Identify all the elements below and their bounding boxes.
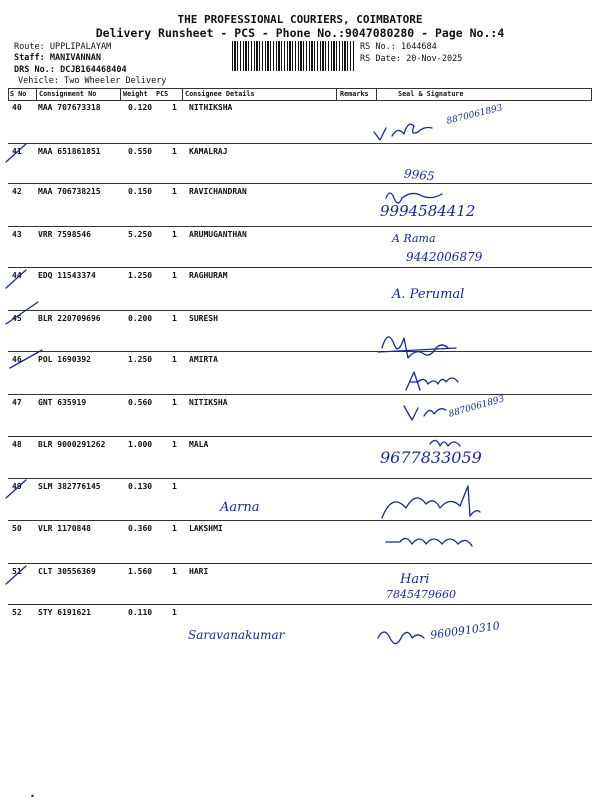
handwritten-name-44: A. Perumal [392,287,465,302]
row-rule [8,310,592,311]
rs-date-value: 20-Nov-2025 [406,54,463,64]
row-rule [8,563,592,564]
row-consignment: MAA 706738215 [38,187,101,196]
row-weight: 0.200 [128,314,153,323]
row-rule [8,436,592,437]
row-pcs: 1 [172,355,177,364]
tick-mark [8,346,48,376]
header-divider [182,88,183,100]
row-weight: 5.250 [128,230,153,239]
vehicle-line [18,76,166,86]
handwritten-phone-47: 8870061893 [447,394,506,420]
drs-value: DCJB164468404 [60,65,127,75]
signature-49 [376,488,486,528]
signature-46 [400,368,480,398]
row-consignment: MAA 707673318 [38,103,101,112]
handwritten-phone-42a: 9965 [403,166,436,184]
route-value: UPPLIPALAYAM [49,42,112,52]
row-weight: 0.550 [128,147,153,156]
row-sno: 50 [12,524,22,533]
row-pcs: 1 [172,524,177,533]
row-sno: 46 [12,355,22,364]
rs-no-label: RS No.: [360,42,396,52]
table-row [0,271,600,313]
signature-45 [376,322,466,358]
row-sno: 42 [12,187,22,196]
row-consignment: VRR 7598546 [38,230,91,239]
table-row [0,608,600,650]
row-consignee: MALA [189,440,209,449]
row-consignee: RAVICHANDRAN [189,187,247,196]
table-row [0,230,600,272]
row-consignee: NITIKSHA [189,398,228,407]
row-sno: 41 [12,147,22,156]
row-consignment: CLT 30556369 [38,567,96,576]
header-top-rule [8,88,592,89]
row-consignee: RAGHURAM [189,271,228,280]
rs-date-label: RS Date: [360,54,401,64]
table-row [0,440,600,482]
row-pcs: 1 [172,147,177,156]
row-consignment: POL 1690392 [38,355,91,364]
vehicle-value: Two Wheeler Delivery [64,76,167,86]
tick-mark [4,476,34,506]
row-rule [8,226,592,227]
row-pcs: 1 [172,567,177,576]
row-weight: 0.360 [128,524,153,533]
col-sno: S No [10,90,27,98]
handwritten-name-49: Aarna [220,500,260,515]
row-rule [8,394,592,395]
runsheet-subtitle: Delivery Runsheet - PCS - Phone No.:9047080280 - Page No.:4 [95,26,505,40]
signature-50 [380,528,490,554]
header-divider [376,88,377,100]
signature-40 [370,112,450,146]
table-row [0,103,600,145]
staff-label: Staff: [14,53,45,63]
staff-value: MANIVANNAN [49,53,102,63]
tick-mark [4,300,44,330]
row-rule [8,267,592,268]
handwritten-phone-42: 9994584412 [380,202,476,220]
header-divider [336,88,337,100]
row-weight: 0.130 [128,482,153,491]
row-consignee: KAMALRAJ [189,147,228,156]
row-pcs: 1 [172,103,177,112]
handwritten-phone-40: 8870061893 [445,103,504,127]
row-consignment: SLM 382776145 [38,482,101,491]
handwritten-phone-52: 9600910310 [429,619,501,642]
row-rule [8,351,592,352]
row-weight: 1.000 [128,440,153,449]
row-consignment: EDQ 11543374 [38,271,96,280]
table-row [0,314,600,356]
row-pcs: 1 [172,271,177,280]
header-divider [8,88,9,100]
row-consignee: ARUMUGANTHAN [189,230,247,239]
staff-line [14,53,101,63]
table-row [0,187,600,229]
row-weight: 0.120 [128,103,153,112]
tick-mark [4,266,34,296]
row-pcs: 1 [172,482,177,491]
handwritten-phone-43: 9442006879 [406,250,483,264]
row-weight: 0.150 [128,187,153,196]
tick-mark [4,562,34,592]
row-sno: 47 [12,398,22,407]
row-sno: 51 [12,567,22,576]
tick-mark [4,140,34,170]
table-row [0,567,600,609]
row-consignment: GNT 635919 [38,398,87,407]
row-rule [8,520,592,521]
row-rule [8,604,592,605]
handwritten-phone-48: 9677833059 [380,448,482,467]
row-rule [8,143,592,144]
row-rule [8,478,592,479]
row-weight: 1.560 [128,567,153,576]
rs-date-line [360,54,462,64]
row-consignment: BLR 9000291262 [38,440,106,449]
row-weight: 0.560 [128,398,153,407]
barcode [232,41,354,71]
row-sno: 48 [12,440,22,449]
row-sno: 45 [12,314,22,323]
row-consignment: STY 6191621 [38,608,91,617]
col-consignee: Consignee Details [185,90,255,98]
row-pcs: 1 [172,314,177,323]
handwritten-name-52: Saravanakumar [188,628,285,642]
header-divider [36,88,37,100]
row-weight: 0.110 [128,608,153,617]
row-pcs: 1 [172,398,177,407]
row-consignee: AMIRTA [189,355,218,364]
table-row [0,524,600,566]
row-pcs: 1 [172,230,177,239]
signature-52 [372,622,432,650]
drs-label: DRS No.: [14,65,55,75]
vehicle-label: Vehicle: [18,76,59,86]
header-bottom-rule [8,100,592,101]
row-pcs: 1 [172,608,177,617]
row-consignee: NITHIKSHA [189,103,233,112]
rs-no-line [360,42,437,52]
header-divider [120,88,121,100]
footer-mark: • [30,792,35,801]
header-divider [591,88,592,100]
row-sno: 44 [12,271,22,280]
company-title: THE PROFESSIONAL COURIERS, COIMBATORE [177,13,423,26]
row-sno: 49 [12,482,22,491]
drs-line [14,65,127,75]
row-weight: 1.250 [128,355,153,364]
row-consignee: LAKSHMI [189,524,223,533]
row-consignee: SURESH [189,314,218,323]
handwritten-name-43: A Rama [392,232,436,245]
handwritten-name-51: Hari [400,572,430,587]
route-line [14,42,111,52]
table-row [0,398,600,440]
col-remarks: Remarks [340,90,369,98]
row-weight: 1.250 [128,271,153,280]
col-weight: Weight [123,90,148,98]
row-sno: 52 [12,608,22,617]
table-row [0,482,600,524]
handwritten-phone-51: 7845479660 [386,588,456,601]
col-consignment: Consignment No [39,90,97,98]
route-label: Route: [14,42,45,52]
col-seal: Seal & Signature [398,90,464,98]
row-rule [8,183,592,184]
row-consignment: MAA 651861851 [38,147,101,156]
row-pcs: 1 [172,440,177,449]
col-pcs: PCS [156,90,169,98]
table-row [0,355,600,397]
row-pcs: 1 [172,187,177,196]
row-consignment: VLR 1170848 [38,524,91,533]
row-sno: 40 [12,103,22,112]
row-sno: 43 [12,230,22,239]
row-consignment: BLR 220709696 [38,314,101,323]
rs-no-value: 1644684 [400,42,437,52]
row-consignee: HARI [189,567,209,576]
